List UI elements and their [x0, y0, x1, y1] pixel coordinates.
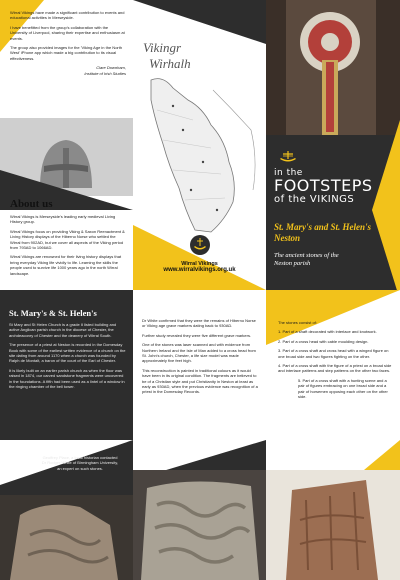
testimonial-paragraph: The group also provided images for the 'Viking Age in the North West' iPhone app which made a big contribution to its visual effectiveness. [10, 45, 123, 61]
wirral-vikings-logo-icon [189, 234, 211, 256]
dark-top-triangle [133, 0, 266, 44]
cover-tagline: The ancient stones of the Neston parish [274, 252, 339, 267]
testimonial-panel [0, 0, 133, 290]
quote-institution: Institute of Irish Studies [84, 70, 126, 76]
stones-intro: The stones consist of: [278, 320, 317, 325]
history-paragraph: It is likely built on an earlier parish church as when the floor was raised in 1874, our carved sandstone fragments were uncovered in the foundations. A fifth had been used as a lintel of a window in the ringing chamber of the bell tower. [9, 367, 125, 390]
findings-paragraph: This reconstruction is painted in traditional colours as it would have been in its original condition. The fragments are believed to be of a Christian style and put Christianity in Neston at least as early as 930AD, when the previous evidence was recognition of a priest in the Domesday Records. [142, 367, 258, 395]
wirral-map [133, 70, 266, 240]
map-panel [133, 0, 266, 290]
map-title-line1: Vikingr [143, 40, 182, 55]
yellow-right-triangle [364, 440, 400, 470]
viking-ship-icon [278, 150, 298, 166]
stones-item: 2. Part of a cross head with cable moulding design. [278, 338, 369, 344]
testimonial-paragraph: Wirral Vikings have made a significant contribution to events and educational activities in Merseyside. [10, 10, 125, 21]
stones-item: 4. Part of a cross shaft with the figure of a priest on a broad side and interlace patterns and step patterns on the other two faces. [278, 363, 392, 374]
history-panel [0, 290, 133, 580]
about-paragraph: Wirral Vikings focus on providing Viking & Saxon Reenactment & Living History displays of the Hiberno Norse who settled the Wirral from 902AD, but we cover all aspects of the Viking period from 793AD to 1066AD. [10, 228, 125, 251]
stone-photo-left [0, 495, 133, 580]
stone-photo-right [266, 470, 400, 580]
findings-paragraph: One of the stones was laser scanned and with evidence from Northern Ireland and the Isle of Man added to a cross head from St. John's church, Chester, a life size model was made approximately five feet high. [142, 342, 256, 364]
findings-paragraph: Dr White confirmed that they were the remains of Hiberno Norse or Viking age grave markers dating back to 930AD. [142, 318, 256, 329]
cover-title-line1: in the [274, 168, 303, 178]
yellow-side-triangle [372, 120, 400, 290]
cover-title-line3: of the VIKINGS [274, 194, 355, 205]
findings-paragraph: Further study revealed they were five different grave markers. [142, 332, 252, 338]
brand-url: www.wirralvikings.org.uk [163, 267, 236, 273]
stones-item: 5. Part of a cross shaft with a hunting scene and a pair of figures embracing on one broad side and a pair of horsemen opposing each other on the other side. [298, 377, 388, 400]
cover-panel [266, 0, 400, 290]
cover-subtitle: St. Mary's and St. Helen's Neston [274, 222, 372, 243]
stones-list-panel [266, 290, 400, 580]
map-title-line2: Wirhalh [149, 56, 191, 71]
brand-name: Wirral Vikings [181, 261, 218, 267]
history-caption: Geoffrey Place, a local historian contacted Dr Rodger White of Birmingham University, an expert on such stones. [41, 455, 119, 471]
stones-item: 3. Part of a cross shaft and cross head with a winged figure on one broad side and two figures fighting on the other. [278, 348, 389, 359]
quote-author: Clare Downham, [96, 65, 126, 71]
cover-title-line2: FOOTSTEPS [274, 176, 373, 195]
history-paragraph: St Mary and St Helen Church is a grade II listed building and active Anglican parish church in the diocese of Chester, the archdeaconry of Chester and the deanery of Wirral South. [9, 322, 117, 338]
history-paragraph: The presence of a priest at Neston is recorded in the Domesday Book with some of the earliest written evidence of a church on the site dating from around 1170 when a church was founded by Ralph de Montalt, a baron of the court of the Earl of Chester. [9, 342, 126, 364]
stone-photo-middle [133, 470, 266, 580]
stones-item: 1. Part of a shaft decorated with interlace and knotwork. [278, 329, 377, 335]
findings-panel [133, 290, 266, 580]
cross-photo [266, 0, 400, 135]
testimonial-paragraph: I have benefitted from the group's collaboration with the University of Liverpool, sharing their expertise and enthusiasm at events. [10, 24, 125, 41]
about-paragraph: Wirral Vikings is Merseyside's leading early medieval Living History group. [10, 214, 116, 225]
about-paragraph: Wirral Vikings are renowned for their living history displays that bring everyday Viking life vividly to life. Learning the skills the people used to survive life 1000 years ago in the north Wirral landscape. [10, 254, 122, 276]
about-heading: About us [10, 198, 53, 210]
history-heading: St. Mary's & St. Helen's [9, 308, 97, 318]
